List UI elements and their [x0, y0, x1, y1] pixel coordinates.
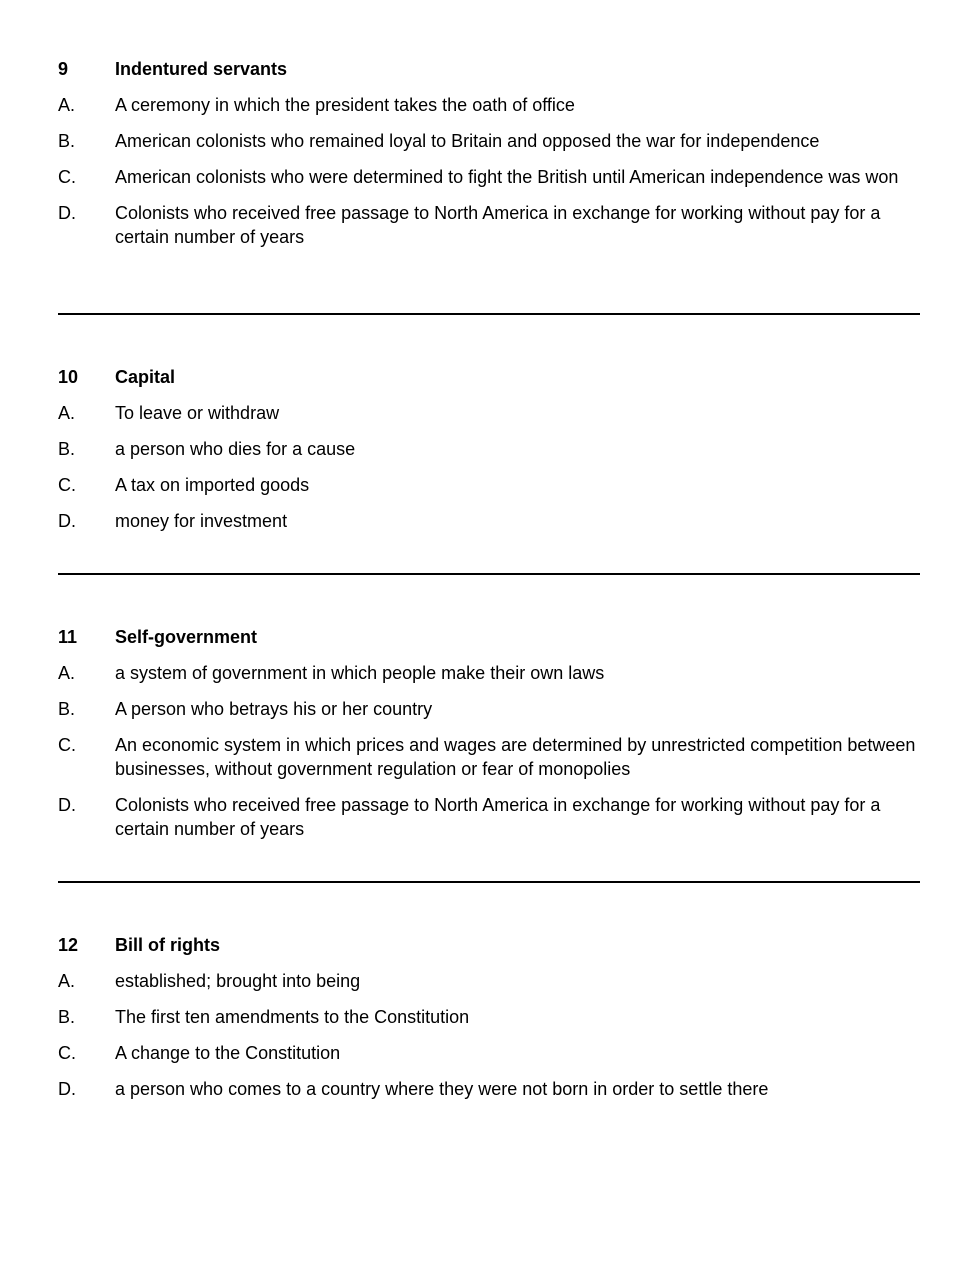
question-term: Capital [115, 367, 176, 387]
option-text: A person who betrays his or her country [115, 699, 433, 719]
question-11 [58, 625, 920, 841]
option-a[interactable] [58, 93, 920, 117]
question-number: 11 [58, 627, 78, 647]
option-d[interactable] [58, 201, 920, 249]
question-number: 9 [58, 59, 69, 79]
question-header [58, 57, 920, 81]
option-letter: D. [58, 1079, 76, 1099]
option-letter: B. [58, 131, 76, 151]
option-letter: D. [58, 795, 76, 815]
option-text: Colonists who received free passage to North America in exchange for working without pay for a certain number of years [115, 795, 881, 839]
option-letter: D. [58, 203, 76, 223]
option-text: American colonists who remained loyal to Britain and opposed the war for independence [115, 131, 820, 151]
question-header [58, 365, 920, 389]
question-header [58, 625, 920, 649]
option-letter: C. [58, 735, 76, 755]
option-text: established; brought into being [115, 971, 361, 991]
section-divider [58, 573, 920, 575]
option-text: An economic system in which prices and wages are determined by unrestricted competition between businesses, without government regulation or fear of monopolies [115, 735, 916, 779]
question-10 [58, 365, 920, 533]
option-d[interactable] [58, 793, 920, 841]
option-b[interactable] [58, 1005, 920, 1029]
option-b[interactable] [58, 129, 920, 153]
option-text: The first ten amendments to the Constitution [115, 1007, 470, 1027]
option-text: To leave or withdraw [115, 403, 280, 423]
option-letter: A. [58, 95, 76, 115]
question-number: 12 [58, 935, 79, 955]
option-letter: D. [58, 511, 76, 531]
option-c[interactable] [58, 733, 920, 781]
option-d[interactable] [58, 1077, 920, 1101]
section-divider [58, 881, 920, 883]
question-term: Bill of rights [115, 935, 220, 955]
question-header [58, 933, 920, 957]
option-text: American colonists who were determined to fight the British until American independence was won [115, 167, 899, 187]
option-b[interactable] [58, 697, 920, 721]
option-a[interactable] [58, 969, 920, 993]
question-number: 10 [58, 367, 79, 387]
option-letter: C. [58, 475, 76, 495]
option-c[interactable] [58, 1041, 920, 1065]
option-letter: A. [58, 663, 76, 683]
option-a[interactable] [58, 661, 920, 685]
option-text: money for investment [115, 511, 288, 531]
question-term: Indentured servants [115, 59, 288, 79]
question-12 [58, 933, 920, 1101]
option-text: A tax on imported goods [115, 475, 310, 495]
option-text: a person who dies for a cause [115, 439, 356, 459]
option-d[interactable] [58, 509, 920, 533]
question-9 [58, 57, 920, 249]
section-divider [58, 313, 920, 315]
option-letter: C. [58, 1043, 76, 1063]
option-text: A ceremony in which the president takes the oath of office [115, 95, 575, 115]
question-term: Self-government [115, 627, 258, 647]
option-text: Colonists who received free passage to North America in exchange for working without pay for a certain number of years [115, 203, 881, 247]
option-letter: B. [58, 1007, 76, 1027]
option-a[interactable] [58, 401, 920, 425]
option-text: a system of government in which people make their own laws [115, 663, 605, 683]
option-letter: B. [58, 439, 76, 459]
option-text: A change to the Constitution [115, 1043, 341, 1063]
option-c[interactable] [58, 165, 920, 189]
option-c[interactable] [58, 473, 920, 497]
option-text: a person who comes to a country where they were not born in order to settle there [115, 1079, 769, 1099]
option-letter: A. [58, 403, 76, 423]
option-b[interactable] [58, 437, 920, 461]
option-letter: A. [58, 971, 76, 991]
option-letter: B. [58, 699, 76, 719]
option-letter: C. [58, 167, 76, 187]
